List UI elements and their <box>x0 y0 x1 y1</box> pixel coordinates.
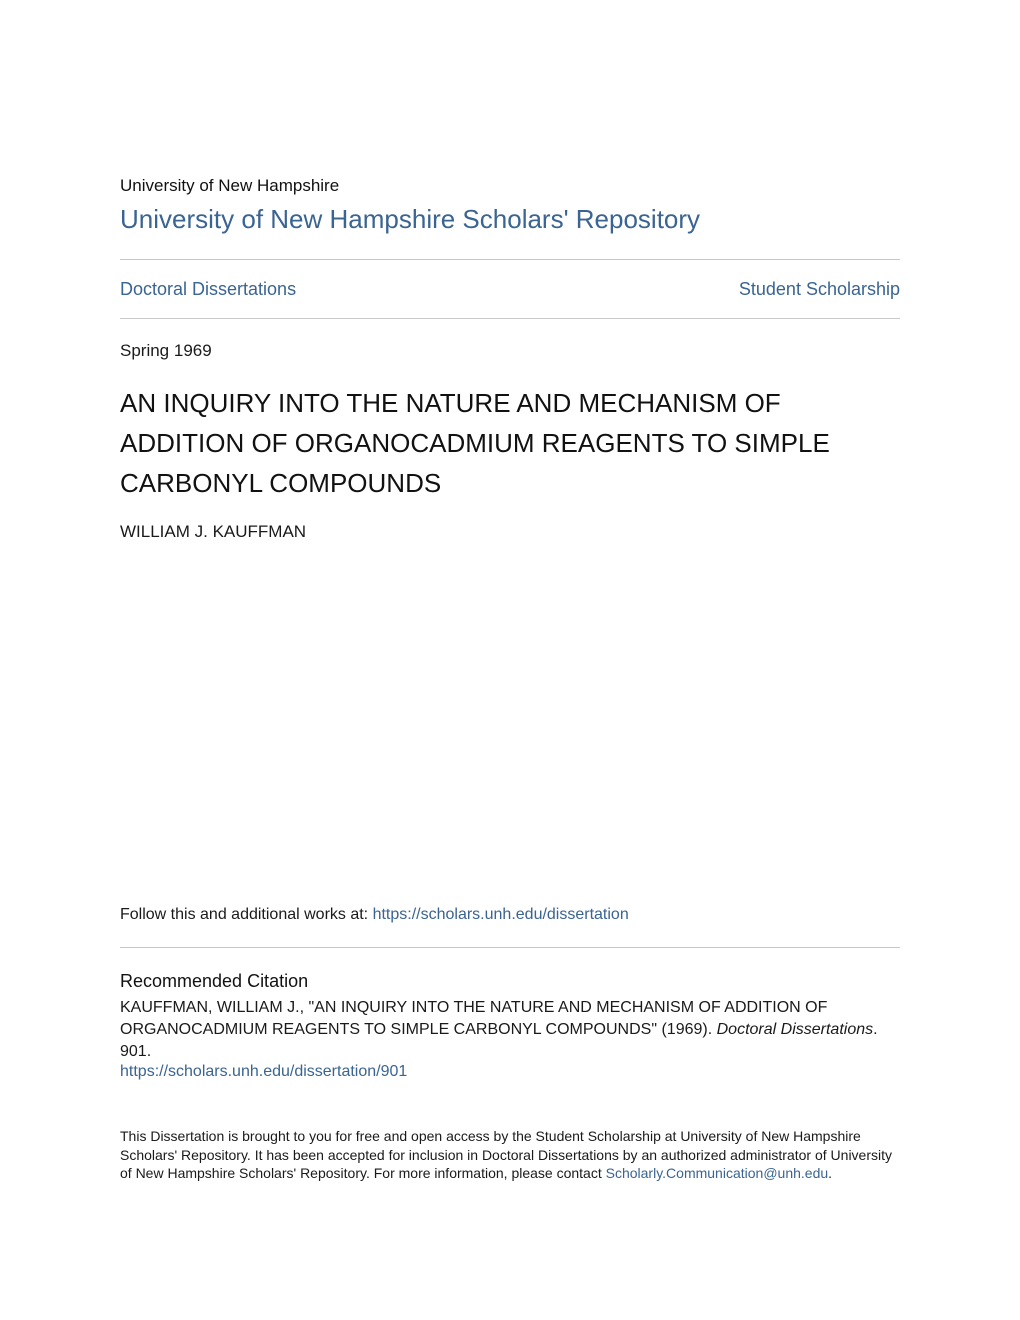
citation-journal: Doctoral Dissertations <box>716 1021 874 1038</box>
institution-name: University of New Hampshire <box>120 176 340 195</box>
repository-link[interactable]: University of New Hampshire Scholars' Repository <box>120 204 701 234</box>
parent-collection-link[interactable]: Student Scholarship <box>738 279 900 299</box>
author-name: WILLIAM J. KAUFFMAN <box>120 522 307 541</box>
follow-line <box>120 906 629 924</box>
follow-label: Follow this and additional works at: <box>120 906 373 923</box>
nav-divider <box>120 318 900 319</box>
citation-number: . 901. <box>120 1021 878 1060</box>
citation-body: KAUFFMAN, WILLIAM J., "AN INQUIRY INTO THE NATURE AND MECHANISM OF ADDITION OF ORGANOCADMIUM REAGENTS TO SIMPLE CARBONYL COMPOUNDS" (1969). <box>120 999 828 1038</box>
footer-notice <box>120 1127 900 1183</box>
publication-date: Spring 1969 <box>120 341 212 360</box>
follow-url-link[interactable]: https://scholars.unh.edu/dissertation <box>372 906 629 923</box>
recommended-citation-heading: Recommended Citation <box>120 971 309 991</box>
citation-text <box>120 997 900 1063</box>
citation-divider <box>120 947 900 948</box>
collection-link[interactable]: Doctoral Dissertations <box>120 279 297 299</box>
footer-end: . <box>828 1165 833 1182</box>
footer-text: This Dissertation is brought to you for free and open access by the Student Scholarship at University of New Hampshire Scholars' Repository. It has been accepted for inclusion in Doctoral Dissertations by an authorized administrator of University of New Hampshire Scholars' Repository. For more information, please contact <box>120 1128 893 1182</box>
contact-email-link[interactable]: Scholarly.Communication@unh.edu <box>605 1165 829 1182</box>
document-title: AN INQUIRY INTO THE NATURE AND MECHANISM OF ADDITION OF ORGANOCADMIUM REAGENTS TO SIMPLE CARBONYL COMPOUNDS <box>120 388 830 498</box>
citation-url-link[interactable]: https://scholars.unh.edu/dissertation/901 <box>120 1063 408 1080</box>
top-divider <box>120 259 900 260</box>
